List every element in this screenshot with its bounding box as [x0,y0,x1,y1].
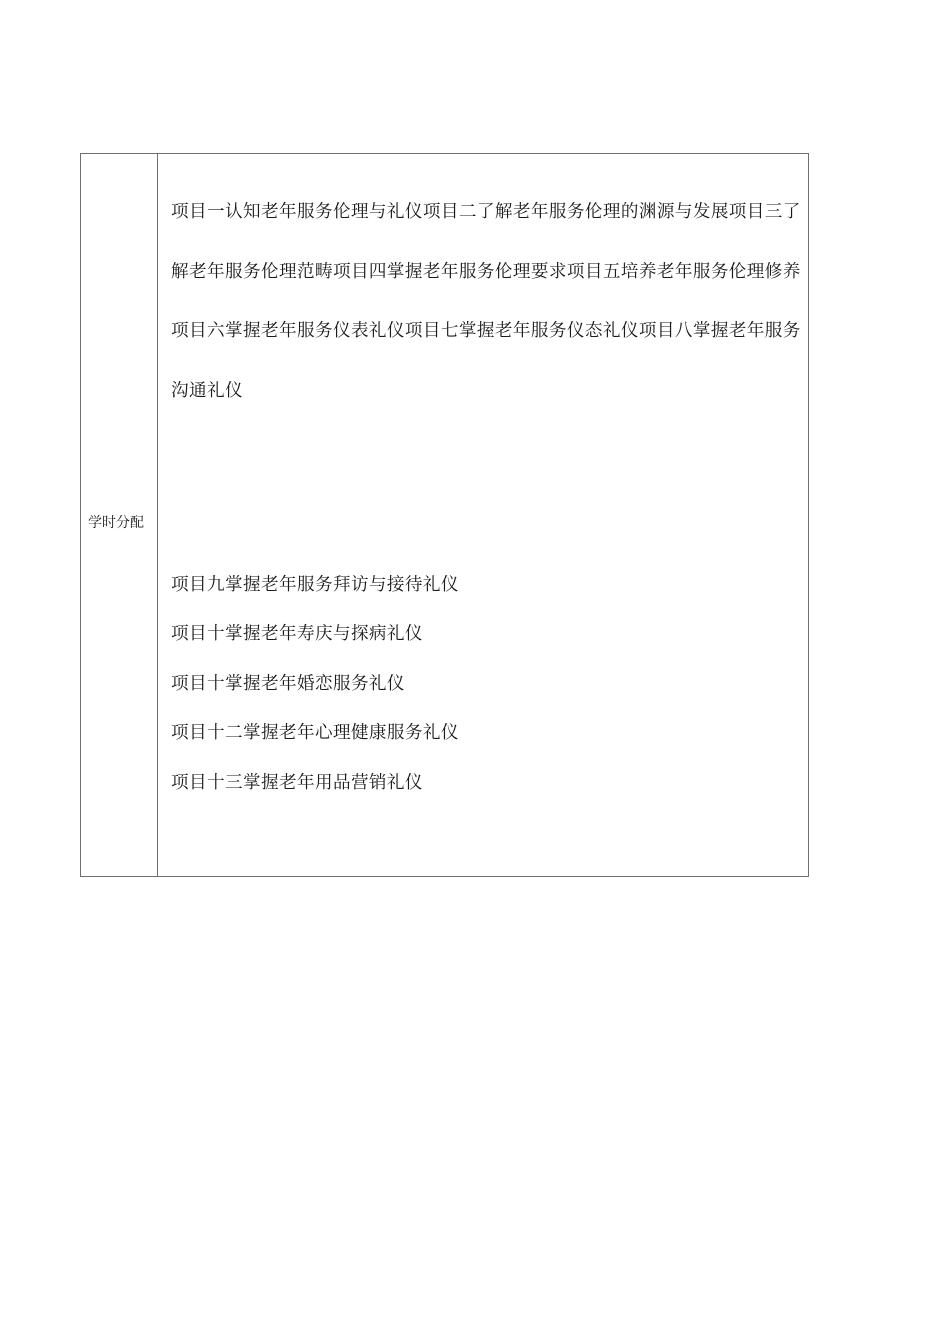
project-item-9: 项目九掌握老年服务拜访与接待礼仪 [171,575,459,595]
project-list-paragraph: 项目一认知老年服务伦理与礼仪项目二了解老年服务伦理的渊源与发展项目三了解老年服务伦理范畴项目四掌握老年服务伦理要求项目五培养老年服务伦理修养项目六掌握老年服务仪表礼仪项目七掌握老年服务仪态礼仪项目八掌握老年服务沟通礼仪 [171,202,801,401]
content-cell [158,154,808,876]
project-item-13: 项目十三掌握老年用品营销礼仪 [171,773,423,793]
project-item-12: 项目十二掌握老年心理健康服务礼仪 [171,723,459,743]
label-cell [81,154,158,876]
course-hours-table [80,153,809,877]
project-item-10: 项目十掌握老年寿庆与探病礼仪 [171,624,423,644]
hours-allocation-label: 学时分配 [88,514,144,531]
project-item-11: 项目十掌握老年婚恋服务礼仪 [171,674,405,694]
